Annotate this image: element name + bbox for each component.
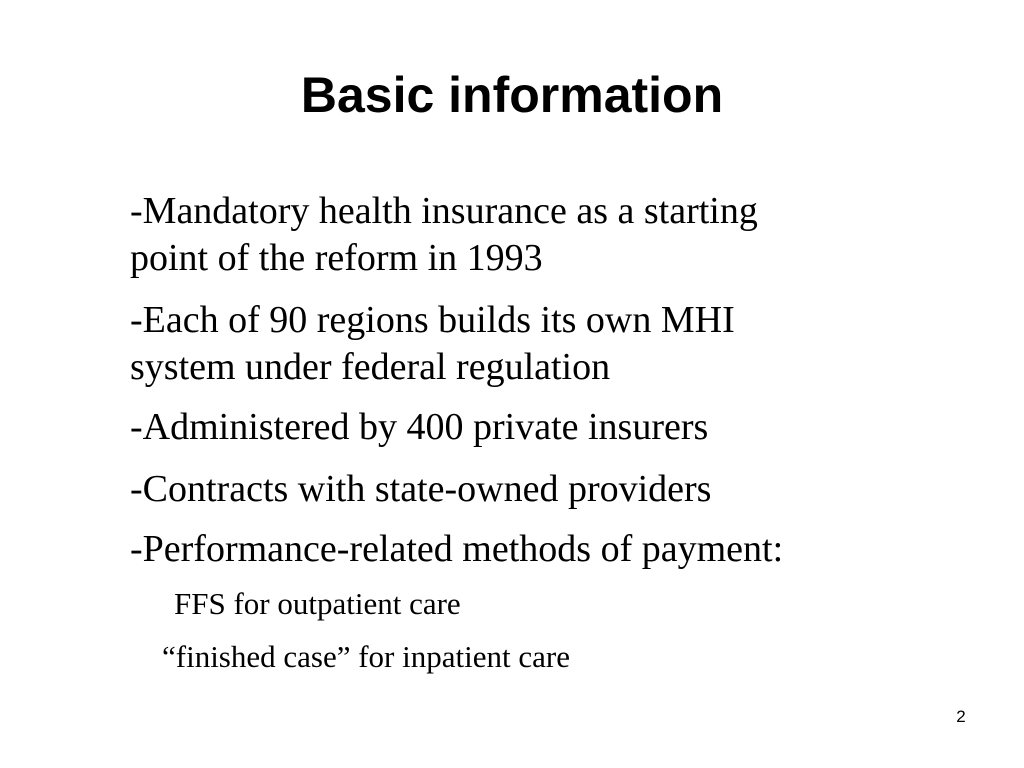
bullet-line: -Mandatory health insurance as a starting — [130, 190, 758, 232]
bullet-mandatory-insurance — [130, 188, 930, 282]
bullet-contracts — [130, 466, 930, 513]
bullet-line: -Each of 90 regions builds its own MHI — [130, 299, 735, 341]
bullet-regions — [130, 297, 930, 391]
page-number: 2 — [956, 707, 966, 726]
slide-title: Basic information — [300, 67, 724, 123]
bullet-line: -Administered by 400 private insurers — [130, 406, 709, 448]
bullet-line: point of the reform in 1993 — [130, 237, 543, 279]
bullet-line: -Contracts with state-owned providers — [130, 468, 712, 510]
bullet-line: system under federal regulation — [130, 346, 611, 388]
sub-bullet-finished-case: “finished case” for inpatient care — [162, 639, 570, 674]
bullet-line: -Performance-related methods of payment: — [130, 528, 784, 570]
sub-bullet-ffs: FFS for outpatient care — [174, 586, 461, 621]
bullet-insurers — [130, 404, 930, 451]
bullet-payment-methods — [130, 526, 930, 573]
